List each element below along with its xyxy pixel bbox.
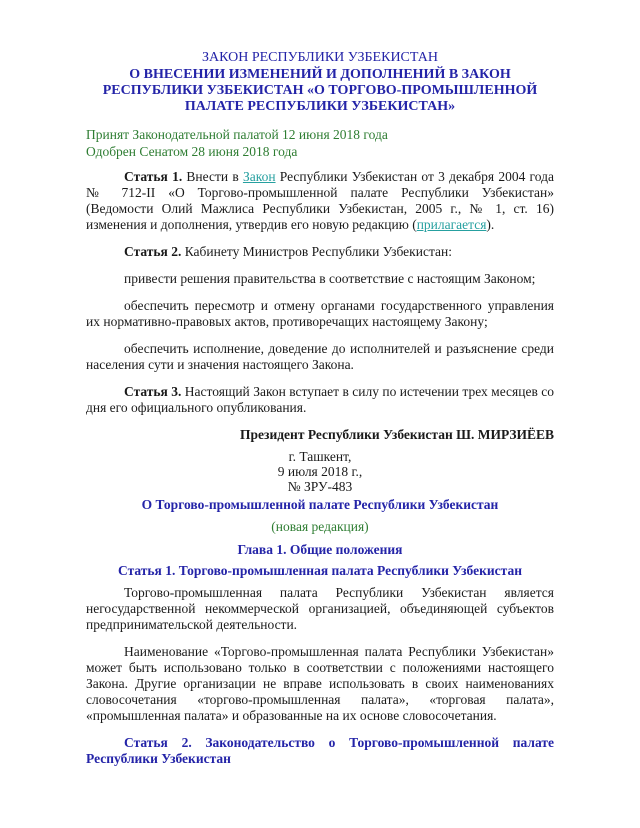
approved-line: Одобрен Сенатом 28 июня 2018 года bbox=[86, 144, 298, 159]
president-signature: Президент Республики Узбекистан Ш. МИРЗИЁЕВ bbox=[240, 427, 554, 442]
law-header: ЗАКОН РЕСПУБЛИКИ УЗБЕКИСТАН bbox=[202, 50, 438, 65]
adoption-block bbox=[86, 126, 554, 160]
signing-place: г. Ташкент, bbox=[288, 449, 352, 464]
article-1-text-3: ). bbox=[486, 217, 495, 232]
article-2-paragraph bbox=[86, 244, 554, 260]
article-3-text: Настоящий Закон вступает в силу по истечении трех месяцев со дня его официального опубликования. bbox=[86, 384, 554, 415]
article-3-paragraph bbox=[86, 384, 554, 416]
law-number: № ЗРУ-483 bbox=[287, 479, 353, 494]
signing-date: 9 июля 2018 г., bbox=[277, 464, 363, 479]
article-1-text-1: Внести в bbox=[182, 169, 243, 184]
law-amendment-title: О ВНЕСЕНИИ ИЗМЕНЕНИЙ И ДОПОЛНЕНИЙ В ЗАКОН РЕСПУБЛИКИ УЗБЕКИСТАН «О ТОРГОВО-ПРОМЫШЛЕННОЙ ПАЛАТЕ РЕСПУБЛИКИ УЗБЕКИСТАН» bbox=[102, 67, 538, 114]
article-2-item: привести решения правительства в соответствие с настоящим Законом; bbox=[124, 271, 536, 286]
chapter-1-heading: Глава 1. Общие положения bbox=[237, 542, 403, 557]
new-law-title: О Торгово-промышленной палате Республики Узбекистан bbox=[141, 497, 499, 512]
ch1-article-1-paragraph-1: Торгово-промышленная палата Республики Узбекистан является негосударственной некоммерческой организацией, объединяющей субъектов предпринимательской деятельности. bbox=[86, 585, 554, 632]
place-date-block bbox=[86, 449, 554, 494]
article-2-item: обеспечить исполнение, доведение до исполнителей и разъяснение среди населения сути и значения настоящего Закона. bbox=[86, 341, 554, 372]
article-2-text: Кабинету Министров Республики Узбекистан: bbox=[181, 244, 452, 259]
ch1-article-2-heading: Статья 2. Законодательство о Торгово-промышленной палате Республики Узбекистан bbox=[86, 735, 554, 766]
article-3-lead: Статья 3. bbox=[124, 384, 182, 399]
article-1-text-2: Республики Узбекистан от 3 декабря 2004 года № 712-II «О Торгово-промышленной палате Республики Узбекистан» (Ведомости Олий Мажлиса Республики Узбекистан, 2005 г., № 1, ст. 16) изменения и дополнения, утвердив его новую редакцию ( bbox=[86, 169, 554, 232]
article-1-paragraph bbox=[86, 169, 554, 233]
adopted-line: Принят Законодательной палатой 12 июня 2018 года bbox=[86, 127, 388, 142]
zakon-link[interactable]: Закон bbox=[242, 169, 276, 184]
article-2-lead: Статья 2. bbox=[124, 244, 182, 259]
ch1-article-1-paragraph-2: Наименование «Торгово-промышленная палата Республики Узбекистан» может быть использовано только в соответствии с положениями настоящего Закона. Другие организации не вправе использовать в своих наименованиях словосочетания «торгово-промышленная палата», «торговая палата», «промышленная палата» и образованные на их основе словосочетания. bbox=[86, 644, 554, 723]
ch1-article-1-heading: Статья 1. Торгово-промышленная палата Республики Узбекистан bbox=[118, 563, 522, 578]
prilagaetsya-link[interactable]: прилагается bbox=[416, 217, 487, 232]
article-1-lead: Статья 1. bbox=[124, 169, 183, 184]
article-2-item: обеспечить пересмотр и отмену органами государственного управления их нормативно-правовых актов, противоречащих настоящему Закону; bbox=[86, 298, 554, 329]
edition-note: (новая редакция) bbox=[271, 519, 369, 534]
